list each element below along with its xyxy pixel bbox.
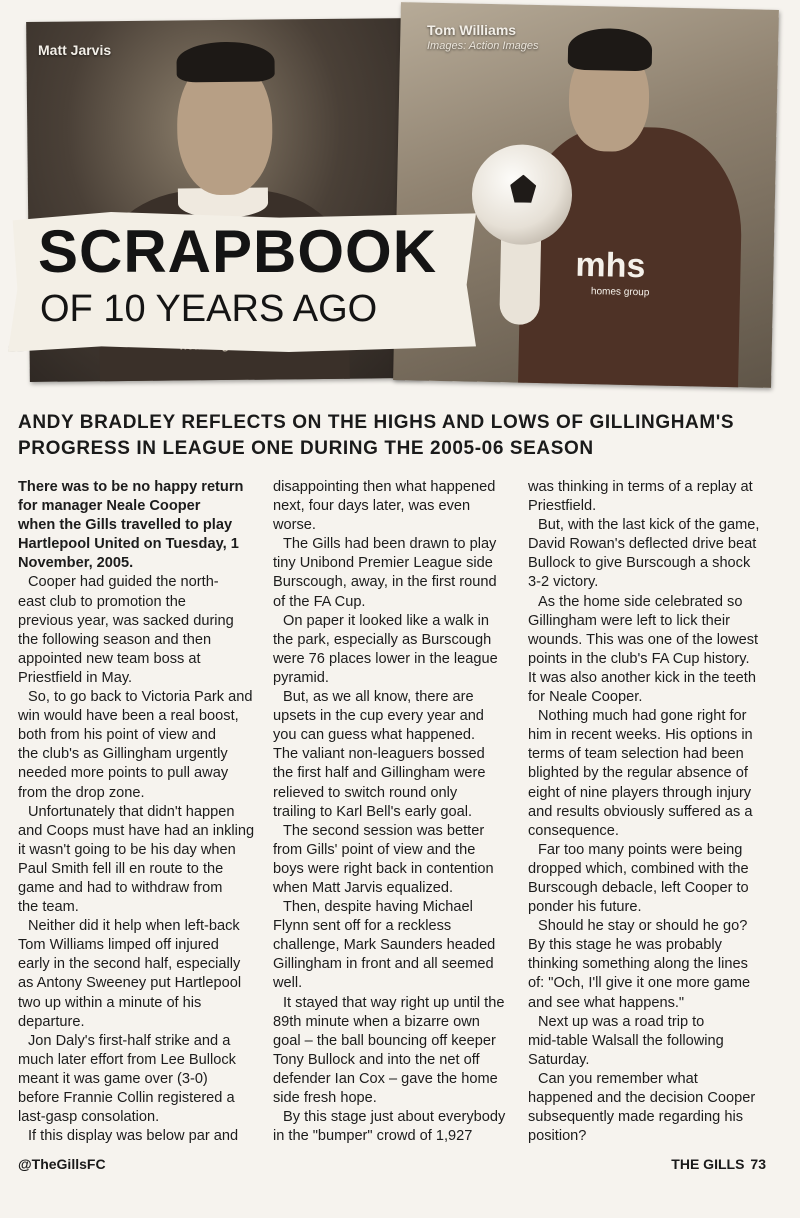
article-line: But, with the last kick of the game, xyxy=(538,517,760,534)
photo-caption-left: Matt Jarvis xyxy=(38,42,112,58)
article-line: The valiant non-leaguers bossed xyxy=(273,746,485,763)
article-line: meant it was game over (3-0) xyxy=(18,1070,208,1087)
article-line: tiny Unibond Premier League side xyxy=(273,555,493,572)
article-line: terms of team selection had been xyxy=(528,746,744,763)
article-line: Jon Daly's first-half strike and a xyxy=(28,1032,231,1049)
article-line: Saturday. xyxy=(528,1051,590,1068)
standfirst xyxy=(18,410,788,462)
article-line: east club to promotion the xyxy=(18,593,186,610)
article-line: as Antony Sweeney put Hartlepool xyxy=(18,975,242,992)
article-line: it wasn't going to be his day when xyxy=(18,841,236,858)
article-line: ponder his future. xyxy=(528,899,642,916)
article-line: points in the club's FA Cup history. xyxy=(528,650,750,667)
article-line: The second session was better xyxy=(283,822,485,839)
player-hair xyxy=(176,41,274,82)
page-number: 73 xyxy=(750,1156,766,1172)
article-line: you can guess what happened. xyxy=(273,727,476,744)
article-line: defender Ian Cox – gave the home xyxy=(273,1070,498,1087)
article-line: from Gills' point of view and the xyxy=(273,841,476,858)
article-line: well. xyxy=(273,975,303,992)
article-line: when Matt Jarvis equalized. xyxy=(273,879,454,896)
article-line: when the Gills travelled to play xyxy=(18,517,233,534)
article-line: Unfortunately that didn't happen xyxy=(28,803,235,820)
article-line: trailing to Karl Bell's early goal. xyxy=(273,803,473,820)
article-line: the following season and then xyxy=(18,631,212,648)
article-line: for Neale Cooper. xyxy=(528,689,643,706)
article-line: eight of nine players through injury xyxy=(528,784,752,801)
article-line: disappointing then what happened xyxy=(273,479,496,495)
article-line: Next up was a road trip to xyxy=(538,1013,705,1030)
article-line: There was to be no happy return xyxy=(18,479,244,495)
article-line: Paul Smith fell ill en route to the xyxy=(18,860,224,877)
article-line: Neither did it help when left-back xyxy=(28,918,240,935)
article-line: mid-table Walsall the following xyxy=(528,1032,724,1049)
article-line: was thinking in terms of a replay at xyxy=(528,479,753,495)
article-line: needed more points to pull away xyxy=(18,765,229,782)
article-column-1 xyxy=(18,478,268,1146)
article-line: On paper it looked like a walk in xyxy=(283,612,490,629)
article-line: side fresh hope. xyxy=(273,1090,377,1106)
article-line: early in the second half, especially xyxy=(18,956,241,973)
article-line: November, 2005. xyxy=(18,555,134,572)
article-line: worse. xyxy=(273,517,316,534)
article-line: subsequently made regarding his xyxy=(528,1109,743,1126)
article-line: and Coops must have had an inkling xyxy=(18,822,255,839)
article-line: Cooper had guided the north- xyxy=(28,574,219,591)
article-line: the club's as Gillingham urgently xyxy=(18,746,228,763)
article-line: boys were right back in contention xyxy=(273,860,494,877)
article-line: and see what happens." xyxy=(528,994,685,1011)
article-line: Can you remember what xyxy=(538,1070,698,1087)
photo-credit: Images: Action Images xyxy=(427,40,539,52)
article-line: Then, despite having Michael xyxy=(283,899,473,916)
article-line: for manager Neale Cooper xyxy=(18,498,201,515)
article-line: wounds. This was one of the lowest xyxy=(528,631,759,648)
page-subtitle: OF 10 YEARS AGO xyxy=(40,288,378,330)
player-hair xyxy=(568,28,653,72)
article-line: him in recent weeks. His options in xyxy=(528,727,753,744)
standfirst-line: ANDY BRADLEY REFLECTS ON THE HIGHS AND LOWS OF GILLINGHAM'S xyxy=(18,412,735,433)
article-line: Gillingham in front and all seemed xyxy=(273,956,494,973)
article-line: win would have been a real boost, xyxy=(18,708,239,725)
article-line: of the FA Cup. xyxy=(273,593,366,610)
article-line: Gillingham were left to lick their xyxy=(528,612,730,629)
page-footer xyxy=(671,1156,766,1172)
article-line: much later effort from Lee Bullock xyxy=(18,1051,236,1068)
article-line: Should he stay or should he go? xyxy=(538,918,748,935)
article-line: Tony Bullock and into the net off xyxy=(273,1051,480,1068)
article-line: It was also another kick in the teeth xyxy=(528,669,756,686)
shirt-sponsor-main: mhs xyxy=(575,245,646,286)
article-line: goal – the ball bouncing off keeper xyxy=(273,1032,496,1049)
article-line: David Rowan's deflected drive beat xyxy=(528,536,757,553)
article-line: Nothing much had gone right for xyxy=(538,708,747,725)
article-line: Burscough debacle, left Cooper to xyxy=(528,879,749,896)
article-line: Burscough, away, in the first round xyxy=(273,574,497,591)
article-line: last-gasp consolation. xyxy=(18,1109,160,1126)
article-line: blighted by the regular absence of xyxy=(528,765,748,782)
article-line: challenge, Mark Saunders headed xyxy=(273,937,496,954)
article-line: in the "bumper" crowd of 1,927 xyxy=(273,1128,473,1145)
article-line: So, to go back to Victoria Park and xyxy=(28,689,253,706)
article-line: the team. xyxy=(18,899,79,916)
magazine-name: THE GILLS xyxy=(671,1156,745,1172)
page-title: SCRAPBOOK xyxy=(38,218,438,285)
photo-caption-right: Tom Williams xyxy=(427,22,517,38)
article-line: 3-2 victory. xyxy=(528,574,599,591)
article-line: By this stage just about everybody xyxy=(283,1109,506,1126)
article-line: As the home side celebrated so xyxy=(538,593,743,610)
article-line: Bullock to give Burscough a shock xyxy=(528,555,751,572)
article-line: consequence. xyxy=(528,822,619,839)
article-line: Far too many points were being xyxy=(538,841,743,858)
article-line: Priestfield. xyxy=(528,498,597,515)
article-line: The Gills had been drawn to play xyxy=(283,536,497,553)
article-line: thinking something along the lines xyxy=(528,956,748,973)
article-line: position? xyxy=(528,1128,587,1145)
article-line: Priestfield in May. xyxy=(18,669,133,686)
article-column-2 xyxy=(273,478,523,1146)
article-line: It stayed that way right up until the xyxy=(283,994,505,1011)
article-line: departure. xyxy=(18,1013,85,1030)
article-line: of: "Och, I'll give it one more game xyxy=(528,975,751,992)
article-line: game and had to withdraw from xyxy=(18,879,223,896)
article-line: dropped which, combined with the xyxy=(528,860,749,877)
article-line: appointed new team boss at xyxy=(18,650,201,667)
article-line: were 76 places lower in the league xyxy=(273,650,498,667)
article-line: both from his point of view and xyxy=(18,727,216,744)
article-line: two up within a minute of his xyxy=(18,994,202,1011)
article-line: before Frannie Collin registered a xyxy=(18,1090,235,1106)
article-line: next, four days later, was even xyxy=(273,498,471,515)
article-line: relieved to switch round only xyxy=(273,784,458,801)
article-line: upsets in the cup every year and xyxy=(273,708,484,725)
article-line: By this stage he was probably xyxy=(528,937,722,954)
article-line: Tom Williams limped off injured xyxy=(18,937,219,954)
article-column-3 xyxy=(528,478,778,1146)
article-line: If this display was below par and xyxy=(28,1128,239,1145)
article-line: the park, especially as Burscough xyxy=(273,631,492,648)
twitter-handle[interactable]: @TheGillsFC xyxy=(18,1156,106,1172)
article-line: pyramid. xyxy=(273,669,329,686)
article-line: the first half and Gillingham were xyxy=(273,765,486,782)
article-line: from the drop zone. xyxy=(18,784,145,801)
article-line: happened and the decision Cooper xyxy=(528,1090,756,1106)
article-line: previous year, was sacked during xyxy=(18,612,234,629)
article-line: Hartlepool United on Tuesday, 1 xyxy=(18,536,239,553)
article-line: and results obviously suffered as a xyxy=(528,803,753,820)
article-line: Flynn sent off for a reckless xyxy=(273,918,452,935)
standfirst-line: PROGRESS IN LEAGUE ONE DURING THE 2005-06 SEASON xyxy=(18,438,594,459)
article-line: But, as we all know, there are xyxy=(283,689,474,706)
shirt-sponsor-sub: homes group xyxy=(590,286,650,299)
article-line: 89th minute when a bizarre own xyxy=(273,1013,480,1030)
